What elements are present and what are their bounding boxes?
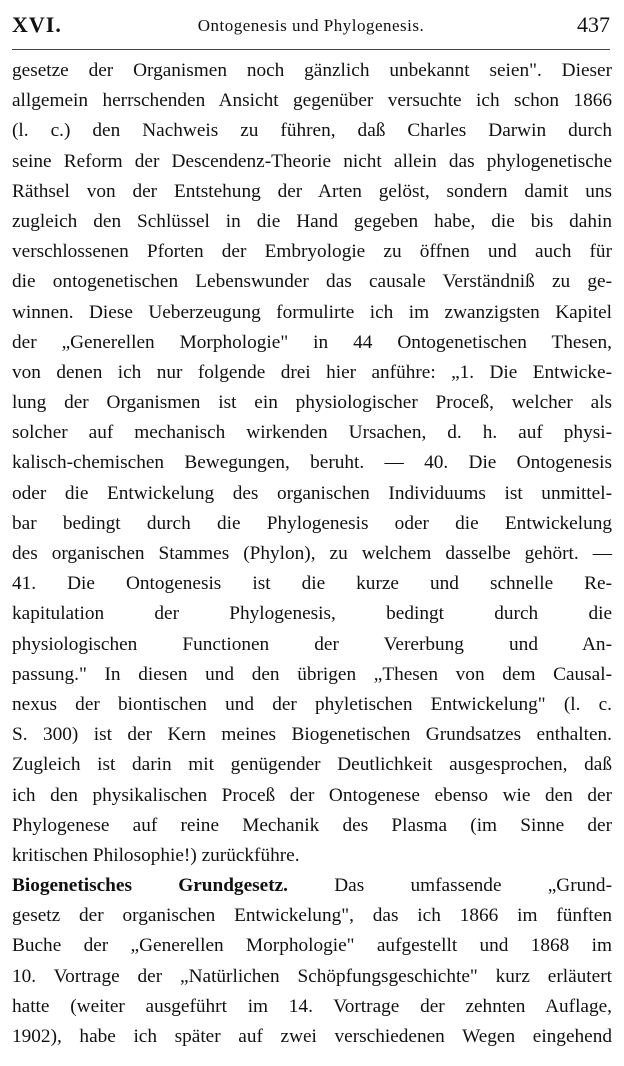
text-line: winnen. Diese Ueberzeugung formulirte ich im zwanzigsten Kapitel xyxy=(12,301,612,323)
section-first-line-text: Das umfassende „Grund- xyxy=(334,875,612,897)
text-line: oder die Entwickelung des organischen Individuums ist unmittel- xyxy=(12,482,612,504)
text-line: Buche der „Generellen Morphologie" aufgestellt und 1868 im xyxy=(12,935,612,957)
text-line: zugleich den Schlüssel in die Hand gegeben habe, die bis dahin xyxy=(12,210,612,232)
header-divider xyxy=(12,49,610,50)
text-line: passung." In diesen und den übrigen „Thesen von dem Causal- xyxy=(12,663,612,685)
running-title: Ontogenesis und Phylogenesis. xyxy=(197,16,425,35)
text-line: bar bedingt durch die Phylogenesis oder die Entwickelung xyxy=(12,512,612,534)
page-number: 437 xyxy=(577,12,610,37)
text-line: 41. Die Ontogenesis ist die kurze und schnelle Re- xyxy=(12,573,612,595)
text-line: Zugleich ist darin mit genügender Deutlichkeit ausgesprochen, daß xyxy=(12,754,612,776)
text-line: kalisch-chemischen Bewegungen, beruht. — 40. Die Ontogenesis xyxy=(12,452,612,474)
text-line: verschlossenen Pforten der Embryologie zu öffnen und auch für xyxy=(12,241,612,263)
text-line: 10. Vortrage der „Natürlichen Schöpfungsgeschichte" kurz erläutert xyxy=(12,965,612,987)
text-line: nexus der biontischen und der phyletischen Entwickelung" (l. c. xyxy=(12,693,612,715)
text-line: kapitulation der Phylogenesis, bedingt durch die xyxy=(12,603,612,625)
chapter-number: XVI. xyxy=(12,12,62,37)
text-line: von denen ich nur folgende drei hier anführe: „1. Die Entwicke- xyxy=(12,361,612,383)
text-line: ich den physikalischen Proceß der Ontogenese ebenso wie den der xyxy=(12,784,612,806)
text-line: der „Generellen Morphologie" in 44 Ontogenetischen Thesen, xyxy=(12,331,612,353)
text-line: Phylogenese auf reine Mechanik des Plasma (im Sinne der xyxy=(12,814,612,836)
text-line: des organischen Stammes (Phylon), zu welchem dasselbe gehört. — xyxy=(12,543,612,564)
text-line: kritischen Philosophie!) zurückführe. xyxy=(12,844,300,866)
section-first-line xyxy=(12,871,612,901)
text-line: die ontogenetischen Lebenswunder das causale Verständniß zu ge- xyxy=(12,271,612,293)
text-line: allgemein herrschenden Ansicht gegenüber versuchte ich schon 1866 xyxy=(12,90,612,112)
text-line: (l. c.) den Nachweis zu führen, daß Charles Darwin durch xyxy=(12,120,612,142)
text-line: physiologischen Functionen der Vererbung und An- xyxy=(12,633,612,655)
text-line: gesetze der Organismen noch gänzlich unbekannt seien". Dieser xyxy=(12,60,612,81)
body-text xyxy=(12,56,612,1052)
section-heading: Biogenetisches Grundgesetz. xyxy=(12,875,288,897)
text-line: 1902), habe ich später auf zwei verschiedenen Wegen eingehend xyxy=(12,1026,612,1047)
text-line: S. 300) ist der Kern meines Biogenetischen Grundsatzes enthalten. xyxy=(12,724,612,746)
text-line: lung der Organismen ist ein physiologischer Proceß, welcher als xyxy=(12,392,612,414)
text-line: seine Reform der Descendenz-Theorie nicht allein das phylogenetische xyxy=(12,150,612,172)
text-line: hatte (weiter ausgeführt im 14. Vortrage der zehnten Auflage, xyxy=(12,995,612,1017)
text-line: gesetz der organischen Entwickelung", das ich 1866 im fünften xyxy=(12,905,612,927)
running-header xyxy=(12,12,610,42)
text-line: Räthsel von der Entstehung der Arten gelöst, sondern damit uns xyxy=(12,180,612,202)
text-line: solcher auf mechanisch wirkenden Ursachen, d. h. auf physi- xyxy=(12,422,612,444)
